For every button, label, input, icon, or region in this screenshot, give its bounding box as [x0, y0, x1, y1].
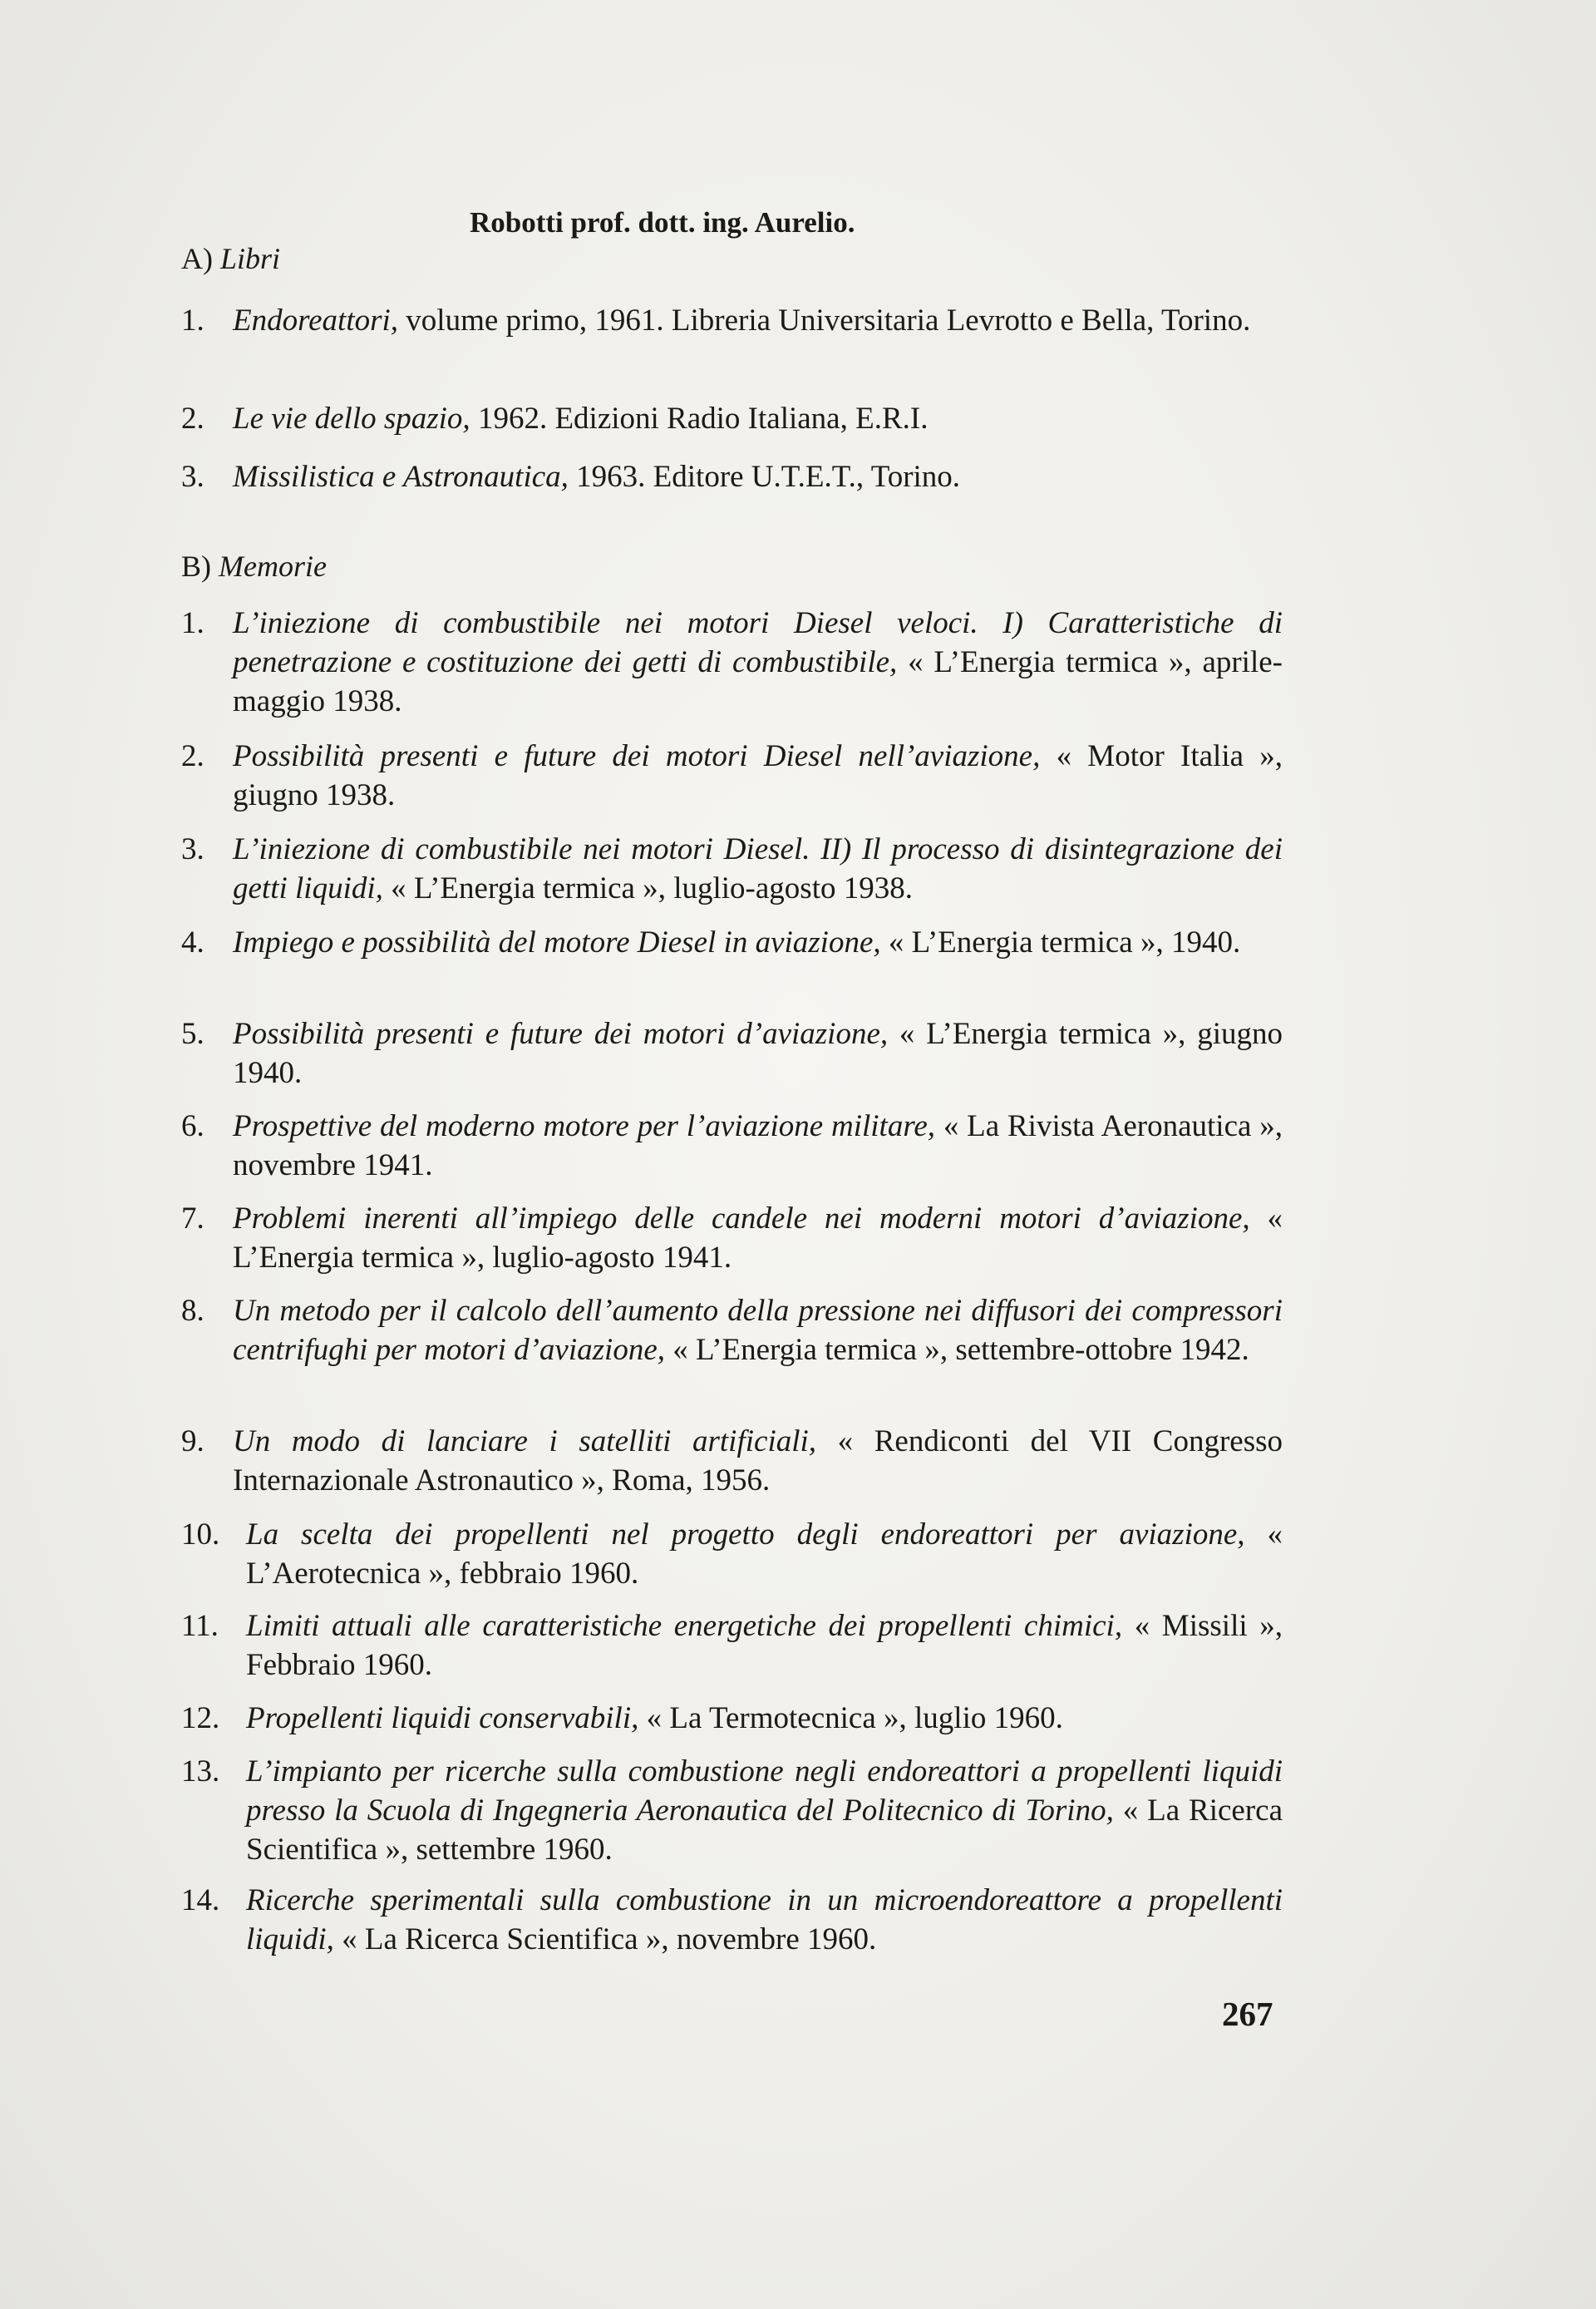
entry-title: Limiti attuali alle caratteristiche energetiche dei propellenti chimici, [246, 1609, 1123, 1643]
entry-source: « L’Energia termica », luglio-agosto 1938. [382, 871, 913, 905]
entry-source: « L’Energia termica », 1940. [880, 925, 1241, 960]
entry-source: « Rendiconti del VII Congresso Internazionale Astronautico », Roma, 1956. [233, 1424, 1283, 1497]
entry-text [246, 1881, 1283, 1959]
entry-text [233, 737, 1283, 815]
memoria-entry [181, 604, 1283, 721]
memoria-entry [181, 1881, 1283, 1959]
entry-source: volume primo, 1961. Libreria Universitaria Levrotto e Bella, Torino. [398, 303, 1251, 338]
entry-number: 8. [181, 1294, 204, 1328]
entry-source: « L’Energia termica », luglio-agosto 1941. [233, 1201, 1283, 1275]
entry-number: 2. [181, 402, 204, 436]
entry-text [233, 1199, 1283, 1277]
memoria-entry [181, 1422, 1283, 1500]
entry-number: 9. [181, 1424, 204, 1458]
memoria-entry [181, 830, 1283, 908]
entry-source: « La Ricerca Scientifica », novembre 1960. [333, 1922, 877, 1956]
section-name: Memorie [219, 550, 327, 583]
entry-text [246, 1752, 1283, 1869]
entry-text [233, 301, 1283, 340]
entry-text [246, 1515, 1283, 1593]
entry-number: 14. [181, 1883, 220, 1917]
entry-title: Endoreattori, [233, 303, 399, 338]
entry-number: 12. [181, 1701, 220, 1735]
entry-title: Un modo di lanciare i satelliti artificiali, [233, 1424, 817, 1458]
entry-text [233, 1422, 1283, 1500]
entry-number: 10. [181, 1517, 220, 1552]
memoria-entry [181, 1752, 1283, 1869]
entry-source: « L’Energia termica », aprile-maggio 1938. [233, 645, 1283, 718]
entry-number: 2. [181, 739, 204, 773]
section-name: Libri [220, 242, 281, 275]
entry-number: 1. [181, 606, 204, 640]
entry-number: 7. [181, 1201, 204, 1236]
book-entry [181, 457, 1283, 496]
entry-number: 11. [181, 1609, 219, 1643]
entry-source: « La Termotecnica », luglio 1960. [638, 1701, 1063, 1735]
book-entry [181, 399, 1283, 438]
memoria-entry [181, 923, 1283, 962]
entry-title: Missilistica e Astronautica, [233, 460, 569, 494]
entry-source: 1962. Edizioni Radio Italiana, E.R.I. [470, 402, 929, 436]
entry-number: 3. [181, 460, 204, 494]
entry-source: « Missili », Febbraio 1960. [246, 1609, 1283, 1682]
entry-source: 1963. Editore U.T.E.T., Torino. [568, 460, 961, 494]
entry-title: Impiego e possibilità del motore Diesel in aviazione, [233, 925, 881, 960]
entry-number: 3. [181, 832, 204, 866]
memoria-entry [181, 737, 1283, 815]
entry-title: Possibilità presenti e future dei motori d’aviazione, [233, 1017, 889, 1051]
memoria-entry [181, 1107, 1283, 1185]
entry-title: Un metodo per il calcolo dell’aumento della pressione nei diffusori dei compressori centrifughi per motori d’aviazione, [233, 1294, 1283, 1367]
entry-text [233, 1291, 1283, 1369]
section-heading-books [181, 241, 280, 276]
book-entry [181, 301, 1283, 340]
section-letter: B) [181, 550, 211, 583]
entry-text [233, 457, 1283, 496]
entry-title: L’iniezione di combustibile nei motori Diesel. II) Il processo di disintegrazione dei getti liquidi, [233, 832, 1283, 905]
entry-source: « Motor Italia », giugno 1938. [233, 739, 1283, 812]
entry-text [246, 1699, 1283, 1738]
entry-title: Possibilità presenti e future dei motori Diesel nell’aviazione, [233, 739, 1041, 773]
entry-number: 5. [181, 1017, 204, 1051]
entry-source: « L’Energia termica », giugno 1940. [233, 1017, 1283, 1090]
entry-text [233, 1014, 1283, 1093]
entry-number: 6. [181, 1109, 204, 1143]
entry-title: Problemi inerenti all’impiego delle candele nei moderni motori d’aviazione, [233, 1201, 1250, 1236]
entry-text [233, 399, 1283, 438]
entry-number: 4. [181, 925, 204, 960]
entry-title: Le vie dello spazio, [233, 402, 470, 436]
entry-source: « La Rivista Aeronautica », novembre 1941. [233, 1109, 1283, 1182]
section-letter: A) [181, 242, 213, 275]
entry-text [233, 830, 1283, 908]
entry-text [233, 604, 1283, 721]
memoria-entry [181, 1199, 1283, 1277]
memoria-entry [181, 1699, 1283, 1738]
memoria-entry [181, 1606, 1283, 1685]
entry-text [233, 1107, 1283, 1185]
page-number: 267 [1222, 1995, 1273, 2033]
author-heading: Robotti prof. dott. ing. Aurelio. [470, 206, 855, 239]
memoria-entry [181, 1515, 1283, 1593]
entry-title: La scelta dei propellenti nel progetto degli endoreattori per aviazione, [246, 1517, 1245, 1552]
entry-title: Ricerche sperimentali sulla combustione in un microendoreattore a propellenti liquidi, [246, 1883, 1283, 1956]
section-heading-memorie [181, 549, 327, 584]
entry-title: L’iniezione di combustibile nei motori Diesel veloci. I) Caratteristiche di penetrazione e costituzione dei getti di combustibile, [233, 606, 1283, 679]
entry-source: « La Ricerca Scientifica », settembre 1960. [246, 1793, 1283, 1867]
memoria-entry [181, 1014, 1283, 1093]
entry-title: L’impianto per ricerche sulla combustione negli endoreattori a propellenti liquidi presso la Scuola di Ingegneria Aeronautica del Politecnico di Torino, [246, 1754, 1283, 1828]
entry-number: 13. [181, 1754, 220, 1788]
entry-source: « L’Aerotecnica », febbraio 1960. [246, 1517, 1283, 1591]
entry-text [246, 1606, 1283, 1685]
memoria-entry [181, 1291, 1283, 1369]
entry-source: « L’Energia termica », settembre-ottobre 1942. [665, 1333, 1249, 1367]
entry-text [233, 923, 1283, 962]
entry-number: 1. [181, 303, 204, 338]
entry-title: Propellenti liquidi conservabili, [246, 1701, 639, 1735]
entry-title: Prospettive del moderno motore per l’aviazione militare, [233, 1109, 936, 1143]
